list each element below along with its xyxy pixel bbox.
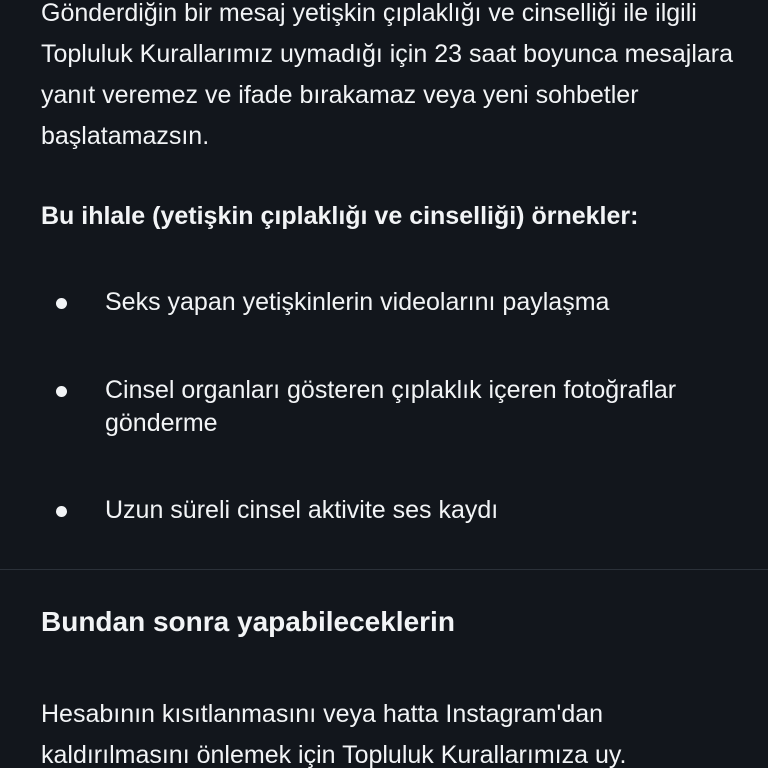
community-guidelines-link[interactable]: Topluluk Kurallarımız — [41, 40, 274, 68]
next-steps-heading: Bundan sonra yapabileceklerin — [41, 606, 455, 637]
community-guidelines-link[interactable]: Topluluk Kurallarımıza — [342, 741, 588, 768]
bullet-icon — [56, 386, 67, 397]
example-item-text: Cinsel organları gösteren çıplaklık içeren fotoğraflar gönderme — [105, 376, 677, 437]
examples-heading: Bu ihlale (yetişkin çıplaklığı ve cinselliği) örnekler: — [41, 202, 639, 230]
next-steps-text-start: Hesabının kısıtlanmasını veya hatta Instagram'dan kaldırılmasını önlemek için — [41, 700, 604, 768]
example-item-text: Seks yapan yetişkinlerin videolarını paylaşma — [105, 288, 610, 316]
intro-text-start: Gönderdiğin bir mesaj yetişkin çıplaklığı ve cinselliği ile ilgili — [41, 0, 697, 27]
next-steps-section — [0, 570, 768, 768]
bullet-icon — [56, 298, 67, 309]
example-item-text: Uzun süreli cinsel aktivite ses kaydı — [105, 496, 499, 524]
next-steps-body — [41, 694, 751, 768]
restriction-intro-text — [41, 0, 741, 157]
next-steps-text-end: uy. — [588, 741, 627, 768]
bullet-icon — [56, 506, 67, 517]
intro-text-end: uymadığı için 23 saat boyunca mesajlara yanıt veremez ve ifade bırakamaz veya yeni sohbetler başlatamazsın. — [41, 40, 734, 150]
